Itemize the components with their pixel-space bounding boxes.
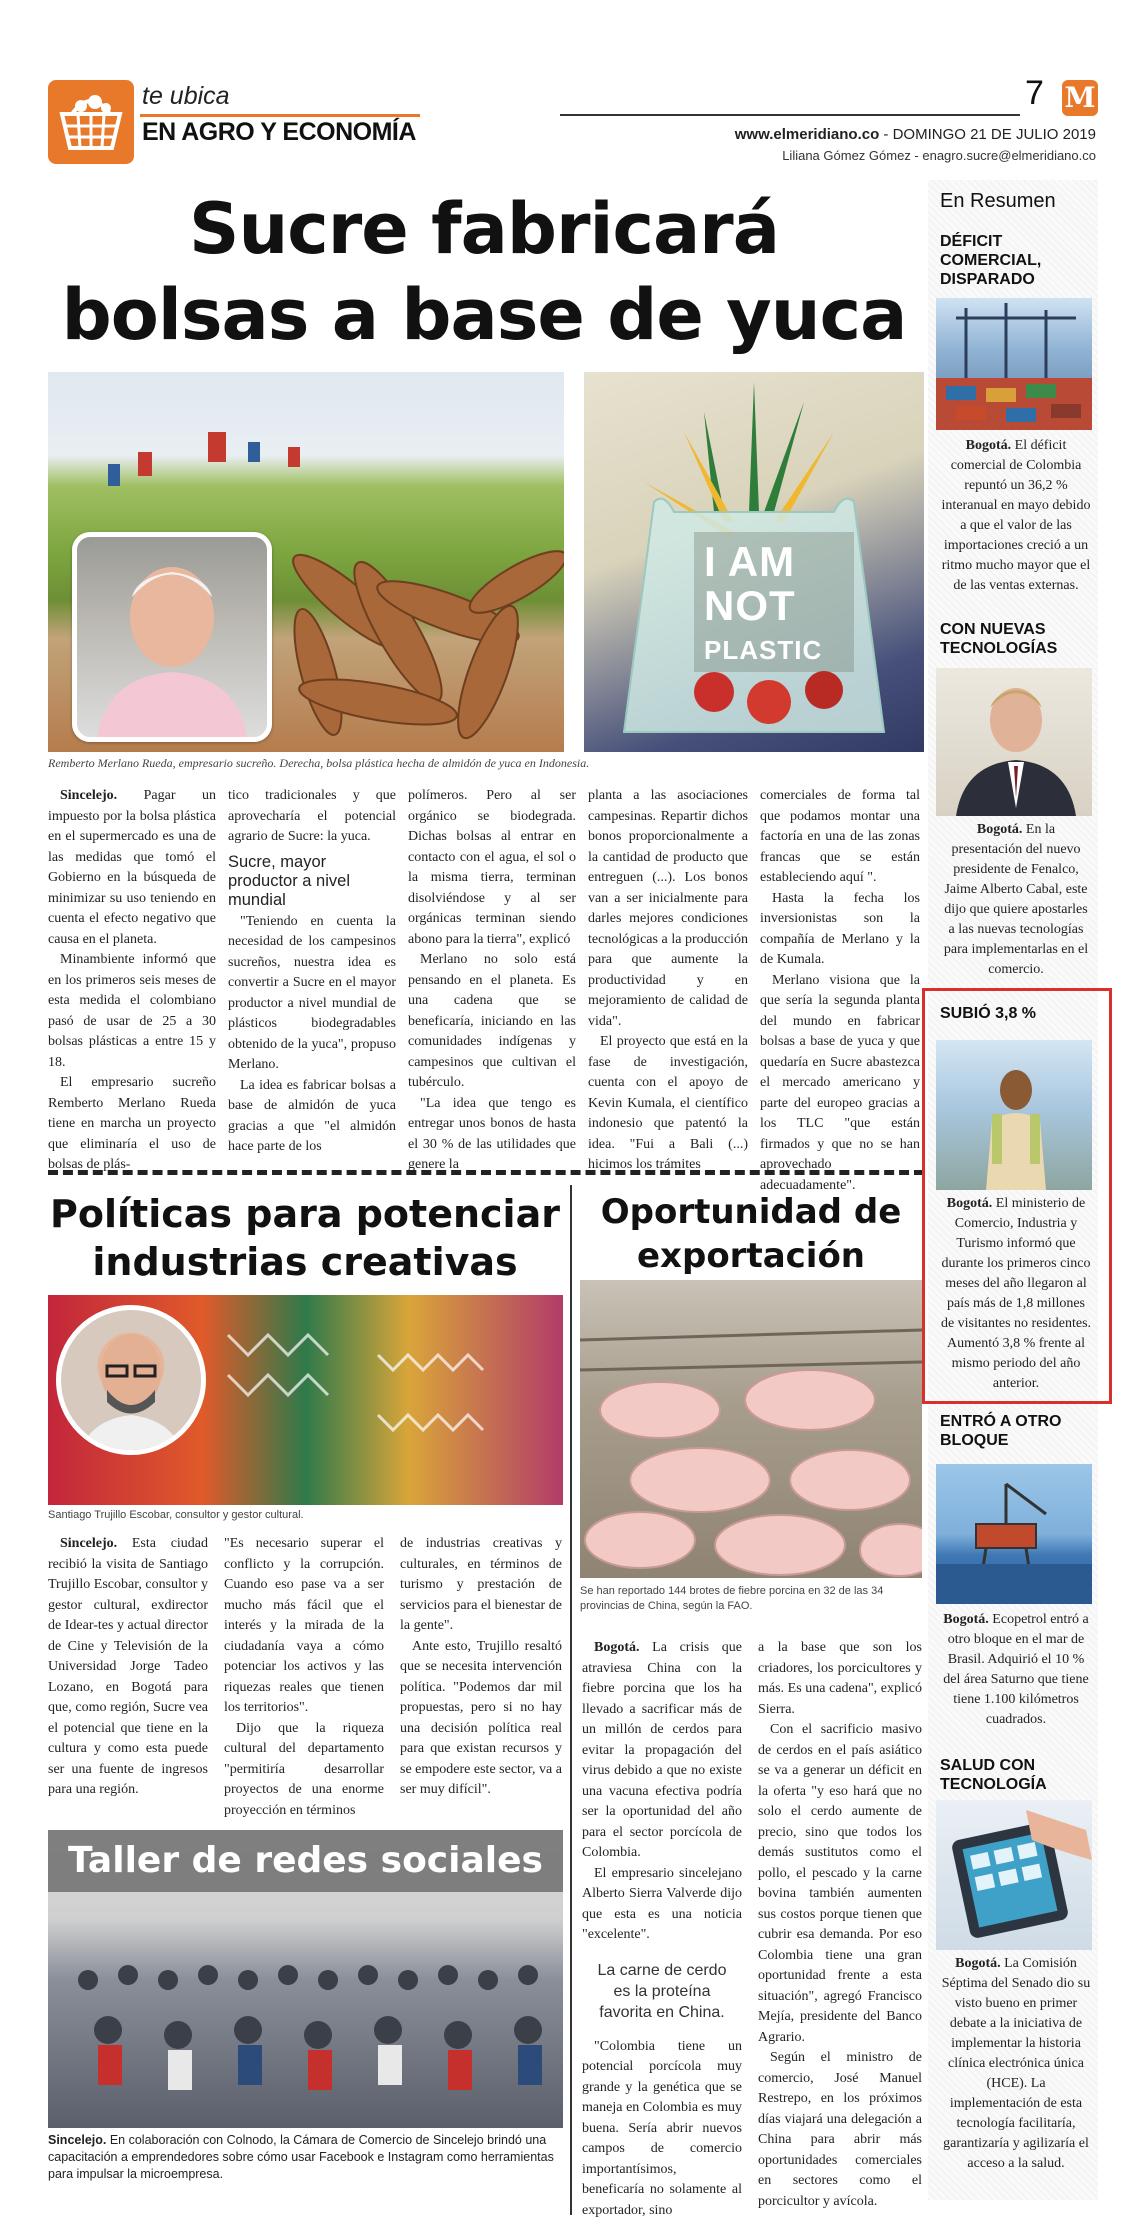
oportunidad-col-1: Bogotá. La crisis que atraviesa China con la fiebre porcina que los ha llevado a sacrificar más de un millón de cerdos para evitar la propagación del virus debido a que no existe una vacuna efectiva podría ser la oportunidad del año para el sector porcícola de Colombia. El empresario sincelejano Alberto Sierra Valverde dijo que esta es una noticia "excelente". La carne de cerdo es la proteína favorita en China. "Colombia tiene un potencial porcícola muy grande y la genética que se maneja en Colombia es muy buena. Sería abrir nuevos campos de comercio importantísimos, beneficaría no solamente al exportador, sino xyxy=(582,1640,742,2218)
yuca-photo xyxy=(48,372,564,752)
page-number: 7 xyxy=(1025,74,1044,112)
portrait-trujillo xyxy=(56,1305,206,1455)
port-photo xyxy=(936,298,1092,430)
sidebar-text-turismo: Bogotá. El ministerio de Comercio, Industria y Turismo informó que durante los primeros cinco meses del año llegaron al país más de 1,8 millones de visitantes no residentes. Aumentó 3,8 % frente al mismo periodo del año anterior. xyxy=(940,1196,1092,1391)
main-col-4: planta a las asociaciones campesinas. Repartir dichos bonos proporcionalmente a la cantidad de producto que entreguen (...). Los bonos van a ser inicialmente para darles mejores condiciones tecnológicas a la producción para que aumente la productividad y en mejoramiento de calidad de vida". El proyecto que está en la fase de investigación, cuenta con el apoyo de Kevin Kumala, el científico indonesio que patentó la idea. "Fui a Bali (...) hicimos los trámites xyxy=(588,788,748,1172)
section-rule xyxy=(140,114,420,117)
title-line-2: bolsas a base de yuca xyxy=(61,274,907,356)
date: - DOMINGO 21 DE JULIO 2019 xyxy=(883,126,1096,143)
sidebar-text-salud: Bogotá. La Comisión Séptima del Senado dio su visto bueno en primer debate a la iniciativa de implementar la historia clínica electrónica única (HCE). La implementación de esta tecnología facilitaría, garantizaría y agilizaría el acceso a la salud. xyxy=(941,1956,1091,2171)
politicas-col-3: de industrias creativas y culturales, en términos de turismo y prestación de servicios para el bienestar de la gente". Ante esto, Trujillo resaltó que se necesita intervención política. "Podemos dar mil propuestas, pero si no hay una decisión política real para que existan recursos y se empodere este sector, va a ser muy difícil". xyxy=(400,1536,562,1797)
sidebar-head-tecnologias: CON NUEVAS TECNOLOGÍAS xyxy=(940,621,1058,657)
taller-title: Taller de redes sociales xyxy=(68,1840,543,1881)
main-col-1: Sincelejo. Pagar un impuesto por la bolsa plástica en el supermercado es una de las medidas que tomó el Gobierno en la búsqueda de minimizar su uso teniendo en cuenta el efecto negativo que causa en el planeta. Minambiente informó que en los primeros seis meses de esta medida el colombiano pasó de usar de 25 a 30 bolsas plásticas a entre 15 y 18. El empresario sucreño Remberto Merlano Rueda tiene en marcha un proyecto que eliminaría el uso de bolsas de plás- xyxy=(48,788,216,1172)
bag-text: I AM NOT PLASTIC xyxy=(704,538,823,665)
page-title xyxy=(48,186,920,358)
section-logo-icon xyxy=(48,80,134,164)
pullquote: La carne de cerdo es la proteína favorita en China. xyxy=(597,1961,727,2021)
main-col-3: polímeros. Pero al ser orgánico se biodegrada. Dichas bolsas al entrar en contacto con el agua, el sol o la misma tierra, terminan disolviéndose y al ser orgánicas terminan siendo abono para la tierra", explicó Merlano no solo está pensando en el planeta. Es una cadena que se beneficaría, iniciando en las comunidades indígenas y campesinos que cultivan el tubérculo. "La idea que tengo es entregar unos bonos de hasta el 30 % de las utilidades que genere la xyxy=(408,788,576,1172)
bag-photo xyxy=(584,372,924,752)
pigs-graphic xyxy=(580,1280,922,1578)
pigs-photo xyxy=(580,1280,922,1578)
oil-rig-photo xyxy=(936,1464,1092,1604)
sidebar-head-salud: SALUD CON TECNOLOGÍA xyxy=(940,1757,1047,1793)
sidebar-text-tecnologias: Bogotá. En la presentación del nuevo presidente de Fenalco, Jaime Alberto Cabal, este dijo que quiere apostarles a las nuevas tecnologías para implementarlas en el comercio. xyxy=(943,822,1089,977)
section-divider xyxy=(48,1170,924,1175)
politicas-col-1: Sincelejo. Esta ciudad recibió la visita de Santiago Trujillo Escobar, consultor y gestor cultural, exdirector de Idear-tes y actual director de Cine y Televisión de la Universidad Jorge Tadeo Lozano, en Bogotá para que, como región, Sucre vea el potencial que tiene en la cultura y como esta puede ser una fuente de ingresos para una región. xyxy=(48,1536,209,1797)
fenalco-photo xyxy=(936,668,1092,816)
main-photo-caption: Remberto Merlano Rueda, empresario sucreño. Derecha, bolsa plástica hecha de almidón de yuca en Indonesia. xyxy=(48,756,590,770)
subhead: Sucre, mayor productor a nivel mundial xyxy=(228,852,350,909)
politicas-col-2: "Es necesario superar el conflicto y la corrupción. Cuando eso pase va a ser mucho más fácil que el interés y la mirada de la ciudadanía vaya a cómo potenciar los activos y las riquezas reales que tienen los territorios". Dijo que la riqueza cultural del departamento "permitiría desarrollar proyectos de una enorme proyección en términos xyxy=(224,1536,384,1818)
byline: Liliana Gómez Gómez - enagro.sucre@elmeridiano.co xyxy=(782,148,1096,163)
sidebar-text-bloque: Bogotá. Ecopetrol entró a otro bloque en el mar de Brasil. Adquirió el 10 % del área Saturno que tiene tiene 1.100 kilómetros cuadrados. xyxy=(943,1612,1089,1727)
section-label-big: EN AGRO Y ECONOMÍA xyxy=(142,118,416,146)
header-rule xyxy=(560,114,1020,116)
title-line-1: Sucre fabricará xyxy=(189,188,779,270)
sidebar-head-turismo: SUBIÓ 3,8 % xyxy=(940,1005,1037,1022)
sidebar-text-deficit: Bogotá. El déficit comercial de Colombia repuntó un 36,2 % interanual en mayo debido a que el valor de las importaciones creció a un ritmo mucho mayor que el de las ventas externas. xyxy=(941,438,1091,593)
politicas-caption: Santiago Trujillo Escobar, consultor y gestor cultural. xyxy=(48,1509,304,1521)
website[interactable]: www.elmeridiano.co xyxy=(734,126,880,143)
tablet-photo xyxy=(936,1800,1092,1950)
politicas-title: Políticas para potenciar industrias creativas xyxy=(50,1192,560,1284)
brand-logo: M xyxy=(1062,80,1098,116)
sidebar-title: En Resumen xyxy=(940,190,1056,212)
section-label-small: te ubica xyxy=(142,82,230,110)
oportunidad-title: Oportunidad de exportación xyxy=(600,1192,902,1276)
sidebar-head-deficit: DÉFICIT COMERCIAL, DISPARADO xyxy=(940,233,1042,288)
tourist-photo xyxy=(936,1040,1092,1190)
header-date-line xyxy=(600,126,1096,143)
vertical-divider xyxy=(570,1185,572,2215)
portrait-merlano xyxy=(72,532,272,742)
taller-caption: Sincelejo. En colaboración con Colnodo, la Cámara de Comercio de Sincelejo brindó una capacitación a emprendedores sobre cómo usar Facebook e Instagram como herramientas para impulsar la microempresa. xyxy=(48,2133,554,2181)
oportunidad-caption: Se han reportado 144 brotes de fiebre porcina en 32 de las 34 provincias de China, según la FAO. xyxy=(580,1585,884,1612)
taller-photo xyxy=(48,1830,563,2128)
oportunidad-col-2: a la base que son los criadores, los porcicultores y más. Es una cadena", explicó Sierra. Con el sacrificio masivo de cerdos en el país asiático se va a generar un déficit en la oferta "y eso hará que no solo el cerdo aumente de precio, sino que todos los demás sustitutos como el pollo, el pescado y la carne bovina también aumenten sus costos porque tienen que cubrir esa demanda. Por eso Colombia tiene una gran oportunidad frente a esta situación", agregó Francisco Mejía, presidente del Banco Agrario. Según el ministro de comercio, José Manuel Restrepo, en los próximos días viajará una delegación a China para abrir más oportunidades comerciales en sectores como el porcicultor y avícola. xyxy=(758,1640,922,2209)
main-col-2: tico tradicionales y que aprovecharía el potencial agrario de Sucre: la yuca. Sucre, mayor productor a nivel mundial "Teniendo en cuenta la necesidad de los campesinos sucreños, nuestra idea es convertir a Sucre en el mayor productor a nivel mundial de plásticos biodegradables obtenido de la yuca", propuso Merlano. La idea es fabricar bolsas a base de almidón de yuca gracias a que "el almidón hace parte de los xyxy=(228,788,396,1154)
sidebar-head-bloque: ENTRÓ A OTRO BLOQUE xyxy=(940,1413,1062,1449)
main-col-5: comerciales de forma tal que podamos montar una factoría en una de las zonas francas que se están estableciendo aquí ". Hasta la fecha los inversionistas son la compañía de Merlano y la de Kumala. Merlano visiona que la que sería la segunda planta del mundo en fabricar bolsas a base de yuca y que quedaría en Sucre abastezca el mercado americano y parte del europeo gracias a los TLC "que están firmados y que no se han aprovechado adecuadamente". xyxy=(760,788,920,1193)
crafts-photo xyxy=(48,1295,563,1505)
